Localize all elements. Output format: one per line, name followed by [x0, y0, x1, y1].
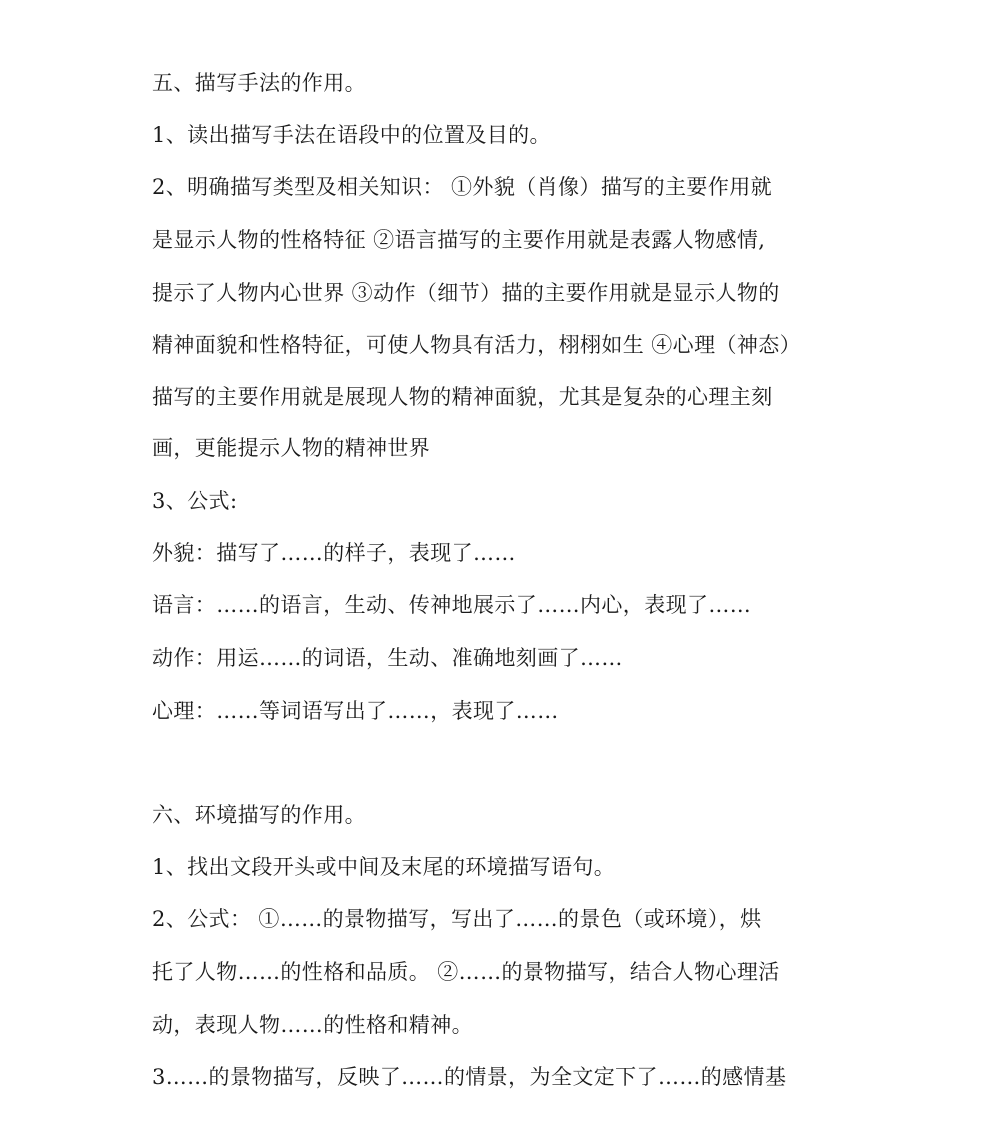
section-5-item-1: 1、读出描写手法在语段中的位置及目的。 [152, 123, 551, 147]
section-5-item-2-line-2: 是显示人物的性格特征 ②语言描写的主要作用就是表露人物感情, [152, 228, 766, 252]
section-5-item-2-line-1: 2、明确描写类型及相关知识： ①外貌（肖像）描写的主要作用就 [152, 175, 773, 199]
section-6-item-1: 1、找出文段开头或中间及末尾的环境描写语句。 [152, 855, 616, 879]
section-5-item-2-line-4: 精神面貌和性格特征，可使人物具有活力，栩栩如生 ④心理（神态） [152, 333, 802, 357]
section-5-item-2-line-6: 画，更能提示人物的精神世界 [152, 436, 431, 460]
formula-appearance: 外貌：描写了……的样子，表现了…… [152, 541, 516, 565]
section-6-item-2-line-1: 2、公式： ①……的景物描写，写出了……的景色（或环境），烘 [152, 907, 762, 931]
section-6-item-2-line-3: 动，表现人物……的性格和精神。 [152, 1013, 473, 1037]
section-6-heading: 六、环境描写的作用。 [152, 803, 366, 827]
formula-language: 语言：……的语言，生动、传神地展示了……内心，表现了…… [152, 593, 752, 617]
section-5-item-2-line-3: 提示了人物内心世界 ③动作（细节）描的主要作用就是显示人物的 [152, 281, 780, 305]
section-5-item-3: 3、公式: [152, 489, 238, 513]
section-5-item-2-line-5: 描写的主要作用就是展现人物的精神面貌，尤其是复杂的心理主刻 [152, 385, 773, 409]
formula-action: 动作：用运……的词语，生动、准确地刻画了…… [152, 646, 623, 670]
section-6-item-2-line-2: 托了人物……的性格和品质。 ②……的景物描写，结合人物心理活 [152, 960, 780, 984]
formula-psychology: 心理：……等词语写出了……，表现了…… [152, 699, 559, 723]
section-5-heading: 五、描写手法的作用。 [152, 71, 366, 95]
section-6-item-3: 3……的景物描写，反映了……的情景，为全文定下了……的感情基 [152, 1065, 787, 1089]
